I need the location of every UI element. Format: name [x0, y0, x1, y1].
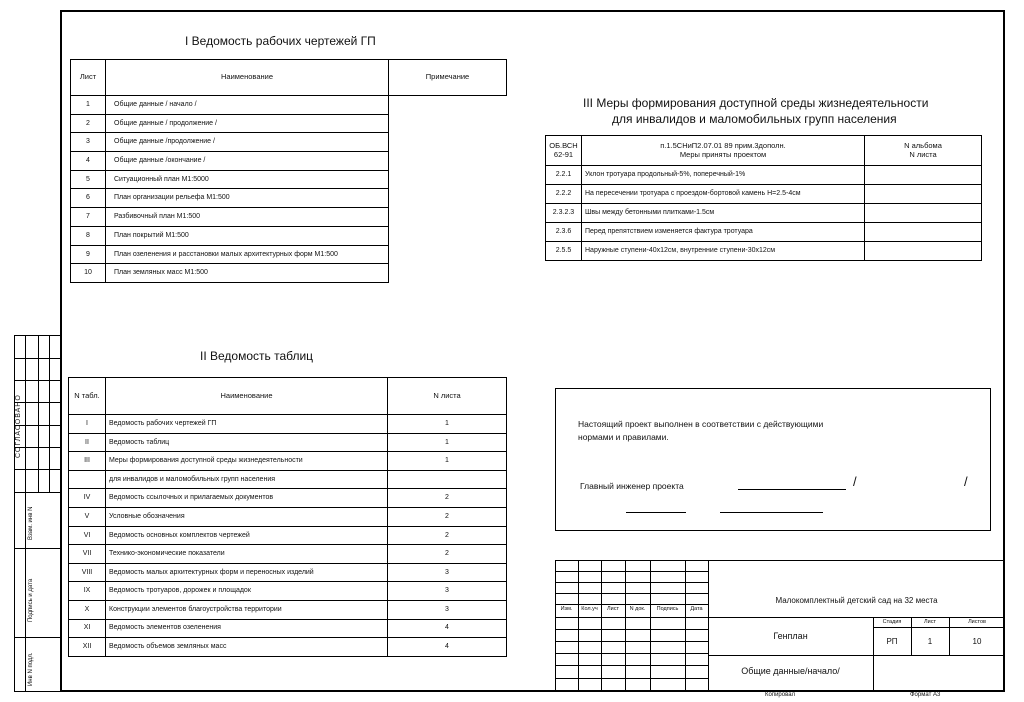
- row-number: XII: [69, 638, 106, 657]
- table-row: [546, 223, 982, 242]
- row-ref: [865, 185, 982, 204]
- table-row: [69, 563, 507, 582]
- agreed-label: СОГЛАСОВАНО: [15, 394, 22, 458]
- row-text: Швы между бетонными плитками-1.5см: [582, 204, 865, 223]
- table2-title: II Ведомость таблиц: [200, 349, 314, 363]
- row-name: Разбивочный план М1:500: [106, 208, 389, 227]
- row-sheet: 2: [388, 507, 507, 526]
- table-row: [71, 264, 507, 283]
- table-row: [69, 526, 507, 545]
- table-row: [71, 226, 507, 245]
- row-sheet: 4: [388, 638, 507, 657]
- table-row: [71, 133, 507, 152]
- row-name: Ведомость таблиц: [106, 433, 388, 452]
- row-number: I: [69, 415, 106, 434]
- row-name: Ведомость малых архитектурных форм и переносных изделий: [106, 563, 388, 582]
- row-name: Ведомость основных комплектов чертежей: [106, 526, 388, 545]
- copied-label: Копировал: [765, 692, 796, 698]
- row-text: Перед препятствием изменяется фактура тротуара: [582, 223, 865, 242]
- table-row: [69, 582, 507, 601]
- col-num-header: N табл.: [69, 378, 106, 415]
- row-ref: [865, 166, 982, 185]
- row-number: 8: [71, 226, 106, 245]
- table-row: [69, 545, 507, 564]
- row-name: Конструкции элементов благоустройства территории: [106, 600, 388, 619]
- col-sheet-header: Лист: [71, 60, 106, 96]
- table-row: [71, 96, 507, 115]
- row-sheet: 1: [388, 433, 507, 452]
- row-name: Общие данные / начало /: [106, 96, 389, 115]
- row-number: X: [69, 600, 106, 619]
- col-ref-header: [865, 136, 982, 166]
- row-number: 1: [71, 96, 106, 115]
- table-row: [71, 189, 507, 208]
- row-number: II: [69, 433, 106, 452]
- row-sheet: [388, 470, 507, 489]
- col-code-header: ОБ.ВСН 62-91: [546, 136, 582, 166]
- table-row: [546, 204, 982, 223]
- inv-orig-label: Инв N подл.: [28, 652, 34, 686]
- row-number: 6: [71, 189, 106, 208]
- table-row: [69, 415, 507, 434]
- row-name: Ведомость ссылочных и прилагаемых документов: [106, 489, 388, 508]
- project-name: Малокомплектный детский сад на 32 места: [775, 596, 938, 605]
- row-number: 7: [71, 208, 106, 227]
- col-name-header: Наименование: [106, 60, 389, 96]
- row-sheet: 2: [388, 545, 507, 564]
- table3-title-line2: для инвалидов и маломобильных групп населения: [612, 112, 897, 126]
- row-number: XI: [69, 619, 106, 638]
- stamp-header-3: N док.: [629, 606, 646, 612]
- row-sheet: 3: [388, 600, 507, 619]
- row-name: Ведомость рабочих чертежей ГП: [106, 415, 388, 434]
- accessibility-table: [545, 135, 982, 261]
- stamp-header-1: Кол.уч: [581, 606, 598, 612]
- row-code: 2.5.5: [546, 242, 582, 261]
- table-row: [69, 638, 507, 657]
- inv-sub-label: Взам. инв N: [28, 506, 34, 540]
- row-sheet: 3: [388, 563, 507, 582]
- row-number: IV: [69, 489, 106, 508]
- desc-header-line2: Меры приняты проектом: [679, 149, 767, 159]
- row-name: План покрытий М1:500: [106, 226, 389, 245]
- table-row: [69, 470, 507, 489]
- table-row: [71, 208, 507, 227]
- row-name: План организации рельефа М1:500: [106, 189, 389, 208]
- drawing-name: Генплан: [773, 631, 808, 641]
- row-name: Меры формирования доступной среды жизнедеятельности: [106, 452, 388, 471]
- row-sheet: 1: [388, 415, 507, 434]
- sign-date-label: Подпись и дата: [28, 578, 34, 622]
- row-sheet: 3: [388, 582, 507, 601]
- sheets-label: Листов: [968, 619, 986, 625]
- col-name-header: Наименование: [106, 378, 388, 415]
- table-row: [546, 242, 982, 261]
- stamp-header-0: Изм.: [560, 606, 573, 612]
- row-name: Ведомость тротуаров, дорожек и площадок: [106, 582, 388, 601]
- format-label: Формат А3: [910, 692, 941, 698]
- row-code: 2.2.1: [546, 166, 582, 185]
- row-number: 5: [71, 170, 106, 189]
- row-number: 3: [71, 133, 106, 152]
- row-code: 2.2.2: [546, 185, 582, 204]
- signature-slash-1: /: [853, 474, 857, 489]
- row-text: Наружные ступени-40х12см, внутренние ступени-30х12см: [582, 242, 865, 261]
- row-number: 4: [71, 152, 106, 171]
- table-row: [69, 600, 507, 619]
- col-desc-header: [582, 136, 865, 166]
- statement-line1: Настоящий проект выполнен в соответствии с действующими: [578, 419, 824, 429]
- row-code: 2.3.2.3: [546, 204, 582, 223]
- row-number: 9: [71, 245, 106, 264]
- row-name: Ведомость объемов земляных масс: [106, 638, 388, 657]
- row-name: План земляных масс М1:500: [106, 264, 389, 283]
- stage-label: Стадия: [882, 619, 902, 625]
- row-number: V: [69, 507, 106, 526]
- sheet-label: Лист: [924, 619, 936, 625]
- row-name: Общие данные /окончание /: [106, 152, 389, 171]
- table-row: [71, 114, 507, 133]
- table-row: [546, 185, 982, 204]
- row-name: Условные обозначения: [106, 507, 388, 526]
- compliance-box: [555, 388, 991, 531]
- stamp-header-4: Подпись: [656, 606, 679, 612]
- table-row: [69, 619, 507, 638]
- table-row: [69, 452, 507, 471]
- sheet-value: 1: [927, 637, 933, 646]
- row-number: 10: [71, 264, 106, 283]
- row-name: Технико-экономические показатели: [106, 545, 388, 564]
- table-row: [69, 507, 507, 526]
- table-row: [546, 166, 982, 185]
- stamp-header-2: Лист: [607, 606, 619, 612]
- desc-header-line1: п.1.5СНиП2.07.01 89 прим.3дополн.: [660, 141, 786, 151]
- row-sheet: 4: [388, 619, 507, 638]
- row-name: Общие данные /продолжение /: [106, 133, 389, 152]
- row-number: 2: [71, 114, 106, 133]
- table1-title: I Ведомость рабочих чертежей ГП: [185, 34, 376, 48]
- col-note-header: Примечание: [389, 60, 507, 96]
- tables-index: [68, 377, 507, 657]
- row-number: VIII: [69, 563, 106, 582]
- row-ref: [865, 204, 982, 223]
- statement-line2: нормами и правилами.: [578, 432, 669, 442]
- row-number: [69, 470, 106, 489]
- stamp-header-5: Дата: [690, 606, 703, 612]
- row-name: Ситуационный план М1:5000: [106, 170, 389, 189]
- row-number: IX: [69, 582, 106, 601]
- table-row: [71, 170, 507, 189]
- row-name: для инвалидов и маломобильных групп населения: [106, 470, 388, 489]
- table-row: [69, 433, 507, 452]
- drawings-table: [70, 59, 507, 283]
- table-row: [71, 245, 507, 264]
- row-name: План озеленения и расстановки малых архитектурных форм М1:500: [106, 245, 389, 264]
- col-sheet-header: N листа: [388, 378, 507, 415]
- row-sheet: 2: [388, 526, 507, 545]
- row-text: На пересечении тротуара с проездом-бортовой камень Н=2.5-4см: [582, 185, 865, 204]
- table-row: [69, 489, 507, 508]
- row-sheet: 2: [388, 489, 507, 508]
- row-number: VI: [69, 526, 106, 545]
- row-text: Уклон тротуара продольный-5%, поперечный-1%: [582, 166, 865, 185]
- row-ref: [865, 223, 982, 242]
- sheet-title: Общие данные/начало/: [741, 666, 840, 676]
- row-number: III: [69, 452, 106, 471]
- row-sheet: 1: [388, 452, 507, 471]
- row-code: 2.3.6: [546, 223, 582, 242]
- ref-header-line2: N листа: [909, 149, 937, 159]
- signature-slash-2: /: [964, 474, 968, 489]
- table-row: [71, 152, 507, 171]
- row-ref: [865, 242, 982, 261]
- row-name: Общие данные / продолжение /: [106, 114, 389, 133]
- sheets-value: 10: [972, 637, 982, 646]
- table3-title-line1: III Меры формирования доступной среды жизнедеятельности: [583, 96, 929, 110]
- ref-header-line1: N альбома: [904, 141, 942, 151]
- stage-value: РП: [886, 637, 898, 646]
- chief-engineer-label: Главный инженер проекта: [580, 481, 684, 491]
- row-name: Ведомость элементов озеленения: [106, 619, 388, 638]
- row-number: VII: [69, 545, 106, 564]
